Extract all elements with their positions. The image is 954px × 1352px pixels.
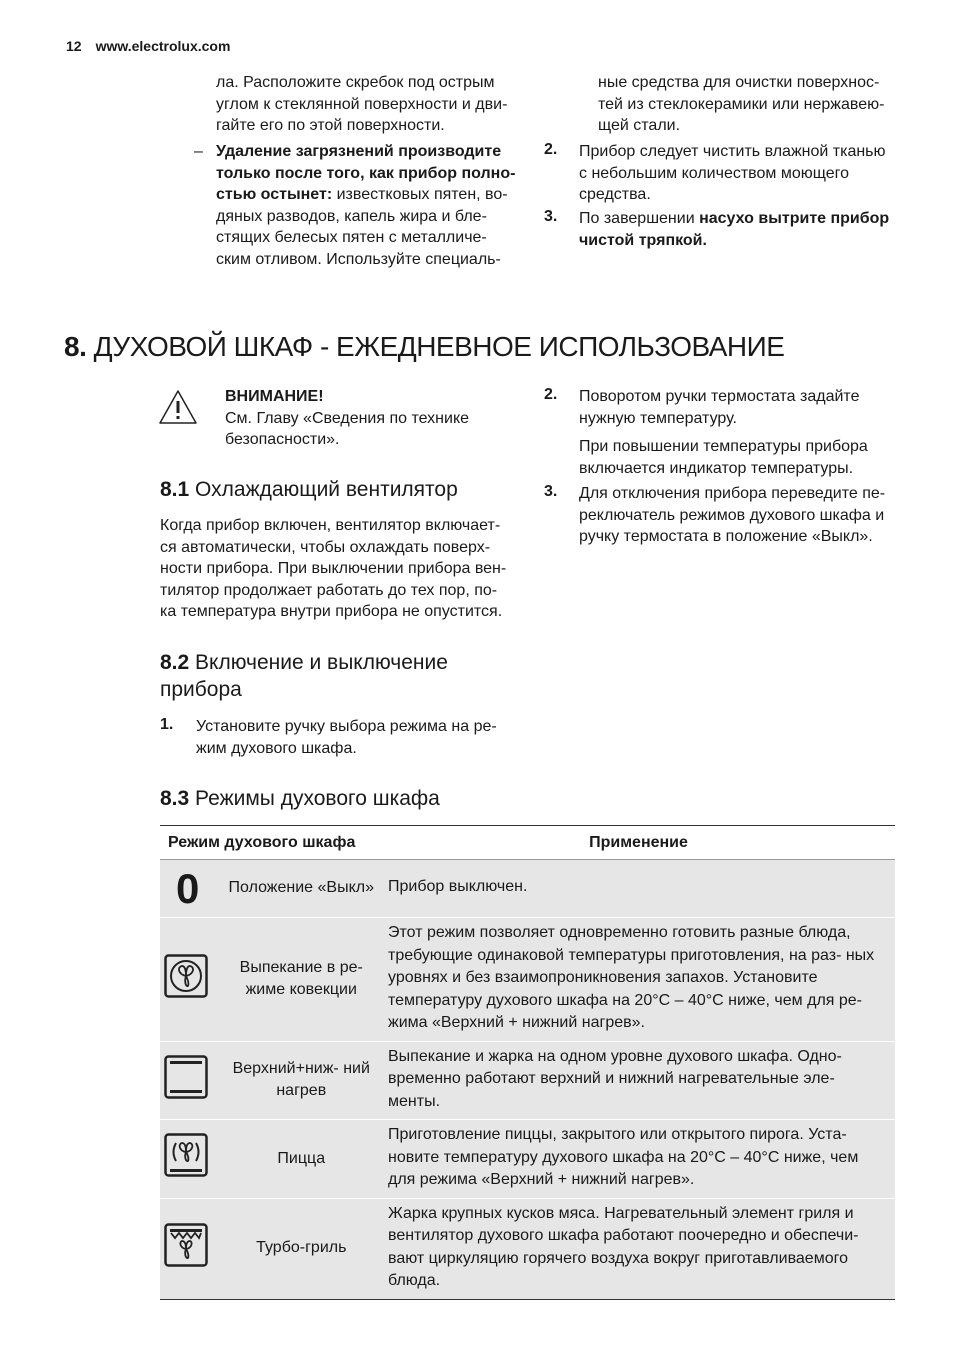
right-continuation: ные средства для очистки поверхнос- тей из стеклокерамики или нержавею- щей стали. — [598, 74, 885, 134]
step-3: Для отключения прибора переведите пе- реключатель режимов духового шкафа и ручку термостата в положение «Выкл». — [579, 485, 886, 545]
oven-modes-table — [160, 825, 895, 1300]
subsection-8-1-title — [160, 476, 520, 503]
step-3-number: 3. — [544, 483, 558, 500]
cleaning-note — [216, 141, 516, 270]
table-row — [160, 1198, 895, 1299]
pizza-mode-icon — [164, 1133, 208, 1177]
column-header-use: Применение — [382, 826, 895, 860]
mode-description: Этот режим позволяет одновременно готовить разные блюда, требующие одинаковой температуры приготовления, на раз- ных уровнях и без взаимопроникновения запахов. Установите температуру духового шкафа на 20°C – 40°C ниже, чем для ре- жима «Верхний + нижний нагрев». — [382, 918, 895, 1042]
cleaning-note-text: известковых пятен, во- дяных разводов, капель жира и бле- стящих белесых пятен с металличе- ским отливом. Используйте специаль- — [216, 186, 508, 268]
subsection-8-2-title — [160, 649, 480, 703]
mode-icon-cell — [160, 1120, 221, 1199]
subsection-8-3-title — [160, 785, 520, 812]
cleaning-step-3-number: 3. — [544, 208, 558, 225]
step-2-note: При повышении температуры прибора включается индикатор температуры. — [579, 438, 868, 477]
warning-block — [225, 386, 515, 451]
section-number: 8. — [64, 331, 87, 362]
step-2: Поворотом ручки термостата задайте нужную температуру. — [579, 388, 860, 427]
section-title-text: ДУХОВОЙ ШКАФ - ЕЖЕДНЕВНОЕ ИСПОЛЬЗОВАНИЕ — [86, 331, 785, 362]
mode-description: Прибор выключен. — [382, 860, 895, 918]
page-header — [66, 38, 230, 54]
mode-description: Приготовление пиццы, закрытого или открытого пирога. Уста- новите температуру духового шкафа на 20°C – 40°C ниже, чем для режима «Верхний + нижний нагрев». — [382, 1120, 895, 1199]
mode-description: Выпекание и жарка на одном уровне духового шкафа. Одно- временно работают верхний и нижний нагревательные эле- менты. — [382, 1041, 895, 1120]
section-title — [64, 331, 784, 363]
mode-name: Выпекание в ре- жиме ковекции — [221, 918, 382, 1042]
mode-name: Положение «Выкл» — [221, 860, 382, 918]
cleaning-step-2-number: 2. — [544, 141, 558, 158]
top-bottom-heat-icon — [164, 1055, 208, 1099]
table-header-row — [160, 826, 895, 860]
cleaning-note-bold: Удаление загрязнений производите только после того, как прибор полно- стью остынет: — [216, 143, 516, 203]
subsection-8-1-number: 8.1 — [160, 478, 190, 501]
mode-name: Верхний+ниж- ний нагрев — [221, 1041, 382, 1120]
mode-name: Турбо-гриль — [221, 1198, 382, 1299]
cleaning-step-3-bold: насухо вытрите прибор чистой тряпкой. — [579, 210, 890, 249]
warning-text: См. Главу «Сведения по технике безопасности». — [225, 409, 470, 448]
page-number: 12 — [66, 38, 82, 54]
turbo-grill-icon — [164, 1223, 208, 1267]
subsection-8-3-number: 8.3 — [160, 787, 190, 810]
zero-position-icon: 0 — [176, 864, 200, 912]
cleaning-step-2: Прибор следует чистить влажной тканью с небольшим количеством моющего средства. — [579, 143, 886, 203]
cleaning-step-3 — [579, 208, 897, 251]
step-2-number: 2. — [544, 386, 558, 403]
mode-description: Жарка крупных кусков мяса. Нагревательный элемент гриля и вентилятор духового шкафа работают поочередно и обеспечи- вают циркуляцию горячего воздуха вокруг приготавливаемого блюда. — [382, 1198, 895, 1299]
mode-name: Пицца — [221, 1120, 382, 1199]
cleaning-step-3-text: По завершении — [579, 210, 700, 227]
mode-icon-cell — [160, 1198, 221, 1299]
cleaning-continuation: ла. Расположите скребок под острым углом к стеклянной поверхности и дви- гайте его по этой поверхности. — [216, 74, 508, 134]
site-url: www.electrolux.com — [95, 38, 231, 54]
mode-icon-cell — [160, 918, 221, 1042]
table-row — [160, 1041, 895, 1120]
mode-icon-cell — [160, 860, 221, 918]
subsection-8-3-text: Режимы духового шкафа — [189, 787, 440, 810]
step-1-number: 1. — [160, 716, 174, 733]
dash-bullet: – — [194, 143, 203, 160]
fan-description: Когда прибор включен, вентилятор включает- ся автоматически, чтобы охлаждать поверх- ности прибора. При выключении прибора вен- тилятор продолжает работать до тех пор, по- ка температура внутри прибора не опустится. — [160, 517, 507, 620]
mode-icon-cell — [160, 1041, 221, 1120]
subsection-8-2-number: 8.2 — [160, 651, 190, 674]
subsection-8-2-text: Включение и выключение прибора — [160, 651, 448, 701]
table-row — [160, 1120, 895, 1199]
column-header-mode: Режим духового шкафа — [160, 826, 382, 860]
table-row — [160, 918, 895, 1042]
warning-title: ВНИМАНИЕ! — [225, 388, 324, 405]
table-row — [160, 860, 895, 918]
subsection-8-1-text: Охлаждающий вентилятор — [189, 478, 458, 501]
convection-fan-icon — [164, 954, 208, 998]
warning-triangle-icon — [158, 389, 198, 425]
step-1: Установите ручку выбора режима на ре- жим духового шкафа. — [196, 718, 497, 757]
